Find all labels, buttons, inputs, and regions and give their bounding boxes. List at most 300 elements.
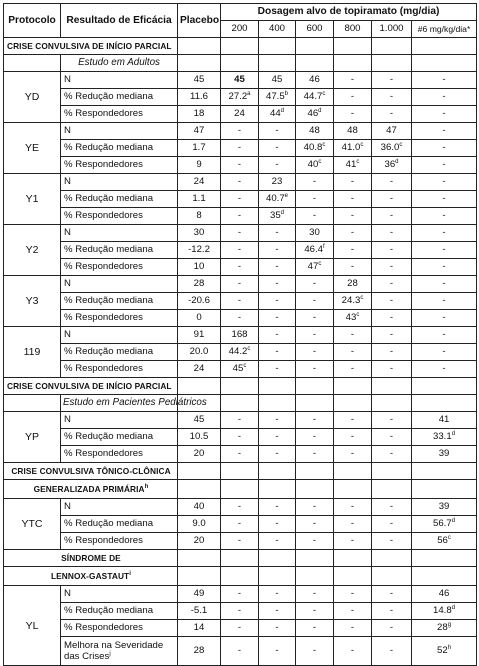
dose-value: - bbox=[389, 588, 394, 599]
protocol-cell: Y1 bbox=[4, 174, 61, 225]
dose-value-cell bbox=[372, 620, 412, 637]
dose-value: - bbox=[389, 210, 394, 221]
dose-value: - bbox=[442, 125, 446, 136]
dose-value: 46 bbox=[438, 588, 450, 599]
dose-value-cell bbox=[372, 361, 412, 378]
empty-cell bbox=[412, 55, 477, 72]
dose-value-cell bbox=[372, 516, 412, 533]
section-subtitle-row bbox=[4, 55, 477, 72]
dose-value: - bbox=[389, 91, 394, 102]
dose-value: - bbox=[275, 159, 279, 170]
metric-label-text: N bbox=[64, 227, 71, 238]
metric-label bbox=[61, 446, 178, 463]
dose-value: - bbox=[389, 176, 394, 187]
empty-cell bbox=[178, 550, 221, 567]
dose-value-cell bbox=[372, 259, 412, 276]
dose-value-cell bbox=[296, 516, 334, 533]
dose-value-cell bbox=[412, 499, 477, 516]
dose-header-800: 800 bbox=[334, 21, 372, 38]
dose-value: 40.8 bbox=[303, 142, 323, 153]
table-row bbox=[4, 586, 477, 603]
dose-value-cell bbox=[259, 225, 296, 242]
dose-value-cell bbox=[412, 191, 477, 208]
dose-value-cell bbox=[412, 225, 477, 242]
dose-value-cell bbox=[296, 361, 334, 378]
dose-value-cell bbox=[259, 208, 296, 225]
section-subtitle: Estudo em Adultos bbox=[61, 55, 178, 72]
metric-label bbox=[61, 412, 178, 429]
dose-value-cell bbox=[221, 586, 259, 603]
dose-value: 44 bbox=[269, 108, 281, 119]
empty-cell bbox=[296, 550, 334, 567]
dose-value: - bbox=[350, 588, 355, 599]
placebo-value: 9 bbox=[178, 157, 221, 174]
dose-value-cell bbox=[259, 123, 296, 140]
dose-value-cell bbox=[372, 310, 412, 327]
dose-value-cell bbox=[412, 516, 477, 533]
dose-value-cell bbox=[412, 620, 477, 637]
dose-value-cell bbox=[372, 191, 412, 208]
metric-label bbox=[61, 603, 178, 620]
footnote-marker: c bbox=[360, 141, 364, 148]
dose-value: - bbox=[442, 193, 446, 204]
dose-value: 23 bbox=[271, 176, 283, 187]
dose-value: 48 bbox=[347, 125, 358, 136]
dose-value: - bbox=[389, 501, 394, 512]
section-title-text: CRISE CONVULSIVA DE INÍCIO PARCIAL bbox=[7, 41, 172, 51]
placebo-value: -5.1 bbox=[178, 603, 221, 620]
dose-value: 168 bbox=[231, 329, 248, 340]
section-title-line2-text: GENERALIZADA PRIMÁRIA bbox=[33, 484, 145, 494]
dose-value-cell bbox=[334, 499, 372, 516]
empty-cell bbox=[334, 395, 372, 412]
dose-value-cell bbox=[296, 310, 334, 327]
dose-value-cell bbox=[372, 499, 412, 516]
table-row bbox=[4, 276, 477, 293]
dose-value: - bbox=[312, 535, 317, 546]
dose-value: - bbox=[275, 431, 279, 442]
dose-value: 41.0 bbox=[341, 142, 361, 153]
dose-value-cell bbox=[221, 89, 259, 106]
protocol-cell: YTC bbox=[4, 499, 61, 550]
metric-label bbox=[61, 140, 178, 157]
dose-value: - bbox=[312, 176, 317, 187]
dose-value-cell bbox=[372, 140, 412, 157]
table-row bbox=[4, 327, 477, 344]
dose-value: - bbox=[312, 312, 317, 323]
footnote-marker: c bbox=[322, 90, 326, 97]
empty-cell bbox=[221, 38, 259, 55]
protocol-cell: YL bbox=[4, 586, 61, 666]
dose-value: - bbox=[275, 244, 279, 255]
dose-value: 41 bbox=[345, 159, 357, 170]
dose-value: 48 bbox=[309, 125, 320, 136]
section-title-row bbox=[4, 378, 477, 395]
dose-value-cell bbox=[334, 516, 372, 533]
dose-value: 46 bbox=[307, 108, 319, 119]
dose-value-cell bbox=[259, 106, 296, 123]
footnote-marker: f bbox=[323, 243, 325, 250]
dose-value: - bbox=[237, 645, 242, 656]
dose-value: - bbox=[350, 244, 355, 255]
section-title-line2-text: LENNOX-GASTAUT bbox=[51, 571, 130, 581]
dose-value: - bbox=[389, 414, 394, 425]
placebo-value: 11.6 bbox=[178, 89, 221, 106]
table-row bbox=[4, 225, 477, 242]
metric-label-text: % Redução mediana bbox=[64, 605, 154, 616]
table-row bbox=[4, 259, 477, 276]
dose-value-cell bbox=[372, 89, 412, 106]
dose-value: - bbox=[389, 227, 394, 238]
dose-value: - bbox=[350, 431, 355, 442]
section-title-line2 bbox=[4, 567, 178, 586]
dose-value-cell bbox=[259, 412, 296, 429]
metric-label-text: % Respondedores bbox=[64, 312, 143, 323]
placebo-value: -12.2 bbox=[178, 242, 221, 259]
metric-label bbox=[61, 208, 178, 225]
dose-value-cell bbox=[334, 429, 372, 446]
dose-value-cell bbox=[259, 72, 296, 89]
metric-label bbox=[61, 516, 178, 533]
empty-cell bbox=[259, 550, 296, 567]
section-subtitle: Estudo em Pacientes Pediátricos bbox=[61, 395, 178, 412]
empty-cell bbox=[221, 480, 259, 499]
dose-value-cell bbox=[296, 586, 334, 603]
dose-value: - bbox=[442, 278, 446, 289]
metric-label-text: % Respondedores bbox=[64, 108, 143, 119]
empty-cell bbox=[334, 550, 372, 567]
footnote-marker: e bbox=[284, 192, 289, 199]
dose-value: - bbox=[442, 159, 446, 170]
dose-value-cell bbox=[334, 174, 372, 191]
table-row bbox=[4, 106, 477, 123]
dose-value: - bbox=[442, 244, 446, 255]
placebo-header: Placebo bbox=[178, 4, 221, 38]
dose-value: 52 bbox=[437, 645, 448, 656]
footnote-marker: c bbox=[318, 158, 322, 165]
footnote-marker: d bbox=[451, 604, 456, 611]
table-row bbox=[4, 603, 477, 620]
dose-value-cell bbox=[259, 157, 296, 174]
dose-value: - bbox=[442, 312, 446, 323]
dose-value: 40 bbox=[307, 159, 319, 170]
empty-cell bbox=[334, 38, 372, 55]
metric-label-text: N bbox=[64, 74, 71, 85]
metric-label-text: N bbox=[64, 176, 71, 187]
dose-value-cell bbox=[372, 446, 412, 463]
dose-value: - bbox=[312, 448, 317, 459]
empty-cell bbox=[259, 480, 296, 499]
dose-value-cell bbox=[334, 412, 372, 429]
placebo-value: -20.6 bbox=[178, 293, 221, 310]
dose-value: 45 bbox=[232, 363, 244, 374]
dose-value: - bbox=[350, 645, 355, 656]
dose-value-cell bbox=[296, 344, 334, 361]
dose-value-cell bbox=[372, 157, 412, 174]
dose-value-cell bbox=[372, 293, 412, 310]
empty-cell bbox=[259, 567, 296, 586]
empty-cell bbox=[259, 55, 296, 72]
table-row bbox=[4, 242, 477, 259]
dose-value: - bbox=[350, 535, 355, 546]
dose-value-cell bbox=[412, 242, 477, 259]
dose-value-cell bbox=[296, 174, 334, 191]
empty-cell bbox=[334, 567, 372, 586]
dose-value: - bbox=[237, 210, 242, 221]
empty-cell bbox=[412, 567, 477, 586]
dose-value-cell bbox=[259, 344, 296, 361]
dose-value-cell bbox=[372, 276, 412, 293]
dose-value: - bbox=[237, 125, 242, 136]
metric-label-text: % Redução mediana bbox=[64, 244, 154, 255]
dose-value-cell bbox=[334, 89, 372, 106]
dose-value: - bbox=[275, 363, 279, 374]
dose-value-cell bbox=[296, 620, 334, 637]
dose-value: 44.2 bbox=[228, 346, 248, 357]
dose-value-cell bbox=[372, 637, 412, 666]
dose-value-cell bbox=[221, 361, 259, 378]
dose-value-cell bbox=[334, 242, 372, 259]
dose-value: - bbox=[312, 518, 317, 529]
dose-value: 39 bbox=[438, 448, 450, 459]
dose-value: 36.0 bbox=[380, 142, 400, 153]
dose-value: 27.2 bbox=[228, 91, 248, 102]
metric-label bbox=[61, 259, 178, 276]
dose-value-cell bbox=[259, 191, 296, 208]
table-row bbox=[4, 620, 477, 637]
metric-label-text: % Respondedores bbox=[64, 535, 143, 546]
empty-cell bbox=[372, 38, 412, 55]
footnote-marker: d bbox=[280, 209, 284, 216]
dose-value-cell bbox=[412, 533, 477, 550]
dose-value-cell bbox=[296, 276, 334, 293]
empty-cell bbox=[221, 378, 259, 395]
dose-value: - bbox=[312, 645, 317, 656]
dose-value-cell bbox=[412, 123, 477, 140]
dose-value: - bbox=[389, 622, 394, 633]
empty-cell bbox=[372, 395, 412, 412]
footnote-marker: c bbox=[356, 311, 360, 318]
metric-label bbox=[61, 276, 178, 293]
dose-value: - bbox=[312, 414, 317, 425]
dose-value-cell bbox=[296, 412, 334, 429]
metric-label bbox=[61, 620, 178, 637]
placebo-value: 28 bbox=[178, 637, 221, 666]
section-title-row bbox=[4, 38, 477, 55]
dose-value: - bbox=[275, 312, 279, 323]
dose-value: - bbox=[237, 448, 242, 459]
dose-value-cell bbox=[372, 429, 412, 446]
metric-label-text: N bbox=[64, 588, 71, 599]
metric-label-text: N bbox=[64, 125, 71, 136]
dose-header-400: 400 bbox=[259, 21, 296, 38]
empty-cell bbox=[296, 480, 334, 499]
dose-value-cell bbox=[221, 174, 259, 191]
dose-value: - bbox=[312, 622, 317, 633]
table-row bbox=[4, 174, 477, 191]
dose-value: 30 bbox=[309, 227, 320, 238]
dose-value-cell bbox=[372, 174, 412, 191]
dose-value: - bbox=[442, 329, 446, 340]
dose-value: 45 bbox=[271, 74, 283, 85]
empty-cell bbox=[372, 550, 412, 567]
table-row bbox=[4, 123, 477, 140]
protocol-cell: YD bbox=[4, 72, 61, 123]
table-row bbox=[4, 637, 477, 666]
dose-value-cell bbox=[372, 327, 412, 344]
dose-value-cell bbox=[296, 140, 334, 157]
metric-label-text: N bbox=[64, 414, 71, 425]
empty-cell bbox=[4, 395, 61, 412]
metric-label bbox=[61, 429, 178, 446]
dose-value-cell bbox=[372, 242, 412, 259]
footnote-marker: c bbox=[243, 362, 247, 369]
dose-value: 24.3 bbox=[341, 295, 361, 306]
empty-cell bbox=[372, 378, 412, 395]
dose-value: 35 bbox=[269, 210, 281, 221]
dose-value: - bbox=[350, 210, 355, 221]
dose-value-cell bbox=[334, 344, 372, 361]
dose-value: - bbox=[389, 518, 394, 529]
dose-value: - bbox=[275, 329, 279, 340]
efficacy-result-header: Resultado de Eficácia bbox=[61, 4, 178, 38]
dose-value: - bbox=[389, 363, 394, 374]
efficacy-table bbox=[3, 3, 477, 666]
empty-cell bbox=[178, 463, 221, 480]
dose-value: - bbox=[237, 414, 242, 425]
dose-value-cell bbox=[259, 174, 296, 191]
dose-value-cell bbox=[412, 412, 477, 429]
table-row bbox=[4, 191, 477, 208]
dose-value-cell bbox=[334, 225, 372, 242]
protocol-header: Protocolo bbox=[4, 4, 61, 38]
dose-value: - bbox=[442, 227, 446, 238]
dose-value: - bbox=[389, 74, 394, 85]
dose-value: - bbox=[312, 588, 317, 599]
dose-value-cell bbox=[221, 533, 259, 550]
empty-cell bbox=[296, 55, 334, 72]
dose-value-cell bbox=[334, 191, 372, 208]
dose-value: - bbox=[275, 501, 279, 512]
dose-value-cell bbox=[334, 106, 372, 123]
empty-cell bbox=[221, 463, 259, 480]
dose-value-cell bbox=[334, 123, 372, 140]
footnote-marker: c bbox=[356, 158, 360, 165]
dose-value: - bbox=[350, 108, 355, 119]
dose-value-cell bbox=[296, 293, 334, 310]
dose-value: - bbox=[275, 645, 279, 656]
metric-label bbox=[61, 533, 178, 550]
placebo-value: 8 bbox=[178, 208, 221, 225]
empty-cell bbox=[334, 480, 372, 499]
dose-value-cell bbox=[259, 140, 296, 157]
metric-label bbox=[61, 72, 178, 89]
footnote-marker: d bbox=[395, 158, 399, 165]
table-row bbox=[4, 446, 477, 463]
dose-value: - bbox=[389, 329, 394, 340]
dose-value: - bbox=[275, 125, 279, 136]
dose-value: - bbox=[350, 227, 355, 238]
dose-value-cell bbox=[221, 327, 259, 344]
footnote-marker: c bbox=[318, 260, 322, 267]
table-row bbox=[4, 499, 477, 516]
placebo-value: 10 bbox=[178, 259, 221, 276]
dose-value-cell bbox=[259, 276, 296, 293]
footnote-marker: g bbox=[447, 621, 452, 628]
dose-value: - bbox=[312, 210, 317, 221]
metric-label bbox=[61, 293, 178, 310]
table-row bbox=[4, 140, 477, 157]
dose-value: - bbox=[389, 312, 394, 323]
empty-cell bbox=[334, 463, 372, 480]
dose-value-cell bbox=[334, 208, 372, 225]
table-row bbox=[4, 429, 477, 446]
dose-value-cell bbox=[296, 191, 334, 208]
dose-value-cell bbox=[221, 242, 259, 259]
dose-value: - bbox=[237, 431, 242, 442]
footnote-marker: c bbox=[247, 345, 251, 352]
dose-value-cell bbox=[412, 208, 477, 225]
metric-label-text: % Respondedores bbox=[64, 622, 143, 633]
metric-label-line1: Melhora na Severidade bbox=[64, 640, 164, 651]
footnote-marker: h bbox=[447, 644, 452, 651]
dose-value-cell bbox=[372, 412, 412, 429]
empty-cell bbox=[178, 480, 221, 499]
dose-value-cell bbox=[412, 327, 477, 344]
placebo-value: 91 bbox=[178, 327, 221, 344]
empty-cell bbox=[296, 395, 334, 412]
table-row bbox=[4, 533, 477, 550]
dose-value: - bbox=[275, 295, 279, 306]
dose-value: - bbox=[350, 193, 355, 204]
dose-value: - bbox=[442, 363, 446, 374]
dose-value: - bbox=[312, 363, 317, 374]
dose-value-cell bbox=[259, 620, 296, 637]
empty-cell bbox=[221, 55, 259, 72]
metric-label-text: % Respondedores bbox=[64, 261, 143, 272]
dose-value: - bbox=[237, 278, 242, 289]
placebo-value: 20 bbox=[178, 533, 221, 550]
dose-value: - bbox=[312, 278, 317, 289]
metric-label bbox=[61, 123, 178, 140]
section-title bbox=[4, 378, 178, 395]
placebo-value: 47 bbox=[178, 123, 221, 140]
dose-value: - bbox=[389, 295, 394, 306]
table-row bbox=[4, 89, 477, 106]
empty-cell bbox=[412, 378, 477, 395]
placebo-value: 1.7 bbox=[178, 140, 221, 157]
dose-value: - bbox=[275, 142, 279, 153]
dose-value: - bbox=[442, 261, 446, 272]
placebo-value: 1.1 bbox=[178, 191, 221, 208]
footnote-marker: d bbox=[451, 517, 456, 524]
placebo-value: 18 bbox=[178, 106, 221, 123]
dose-value: 41 bbox=[438, 414, 450, 425]
dose-value: 28 bbox=[437, 622, 448, 633]
empty-cell bbox=[178, 38, 221, 55]
dose-value: - bbox=[237, 535, 242, 546]
dose-value: 47 bbox=[386, 125, 397, 136]
dose-value-cell bbox=[221, 620, 259, 637]
section-title bbox=[4, 463, 178, 480]
dose-value-cell bbox=[372, 344, 412, 361]
dose-value-cell bbox=[412, 637, 477, 666]
footnote-marker: d bbox=[280, 107, 284, 114]
dose-value: 44.7 bbox=[303, 91, 323, 102]
dose-value-cell bbox=[221, 293, 259, 310]
dose-value-cell bbox=[412, 259, 477, 276]
dose-value: - bbox=[389, 448, 394, 459]
